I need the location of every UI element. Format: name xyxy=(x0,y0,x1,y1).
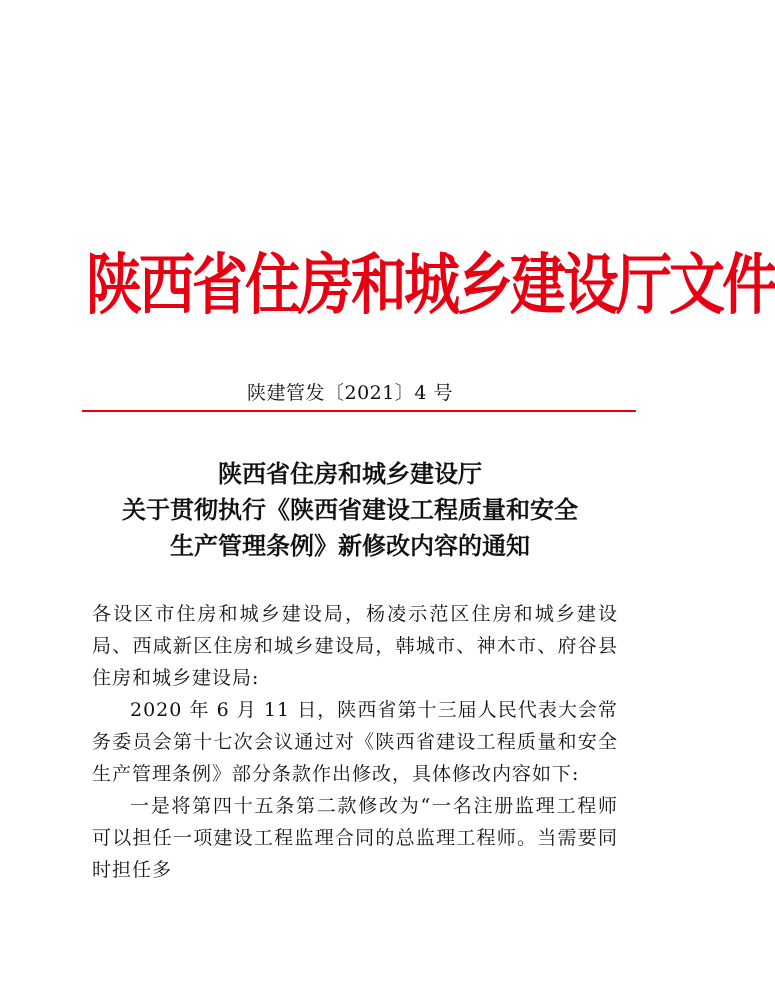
title-line-2: 关于贯彻执行《陕西省建设工程质量和安全 xyxy=(122,495,578,524)
document-number: 陕建管发〔2021〕4 号 xyxy=(247,382,453,404)
title-line-3: 生产管理条例》新修改内容的通知 xyxy=(170,531,530,560)
letterhead-title: 陕西省住房和城乡建设厅文件 xyxy=(86,246,775,324)
notice-title xyxy=(60,456,640,564)
title-line-1: 陕西省住房和城乡建设厅 xyxy=(218,459,482,488)
body-paragraph-2: 一是将第四十五条第二款修改为“一名注册监理工程师可以担任一项建设工程监理合同的总监理工程师。当需要同时担任多 xyxy=(92,795,618,881)
body-paragraph-1: 2020 年 6 月 11 日，陕西省第十三届人民代表大会常务委员会第十七次会议通过对《陕西省建设工程质量和安全生产管理条例》部分条款作出修改，具体修改内容如下: xyxy=(92,699,618,785)
notice-body xyxy=(92,598,618,886)
addressee-paragraph: 各设区市住房和城乡建设局，杨凌示范区住房和城乡建设局、西咸新区住房和城乡建设局，韩城市、神木市、府谷县住房和城乡建设局: xyxy=(92,603,618,689)
red-divider-line xyxy=(82,410,636,412)
